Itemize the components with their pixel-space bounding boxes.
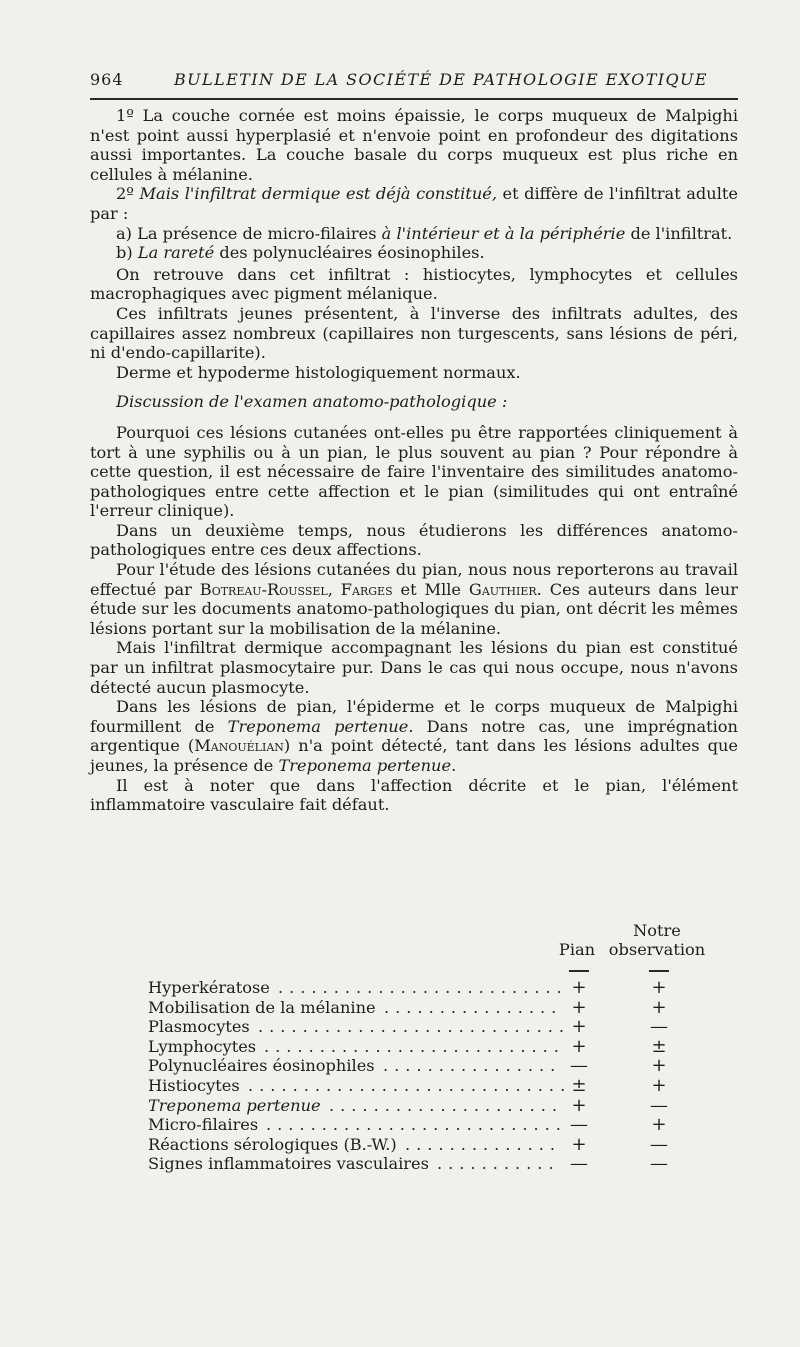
paragraph-8: Pourquoi ces lésions cutanées ont-elles pu être rapportées cliniquement à tort à une syphilis ou à un pian, le plus souvent au pian ? Pour répondre à cette question, il est nécessaire de faire l'inventaire des similitudes anatomo-pathologiques entre cette affection et le pian (similitudes qui ont entraîné l'erreur clinique).: [90, 422, 738, 521]
paragraph-10-sep1: ,: [327, 579, 333, 599]
column-header-notre-observation: [602, 921, 712, 959]
paragraph-11: Mais l'infiltrat dermique accompagnant les lésions du pian est constitué par un infiltrat plasmocytaire pur. Dans le cas qui nous occupe, nous n'avons détecté aucun plasmocyte.: [90, 638, 738, 697]
table-row: [148, 978, 738, 998]
leader-dots: ................: [384, 997, 563, 1017]
leader-dots: ................: [383, 1056, 562, 1076]
comparison-table: [148, 918, 738, 1174]
value-pian: —: [570, 1153, 588, 1175]
leader-dots: ............................: [258, 1017, 571, 1037]
value-notre: +: [651, 996, 667, 1018]
leader-dots: .............................: [248, 1075, 572, 1095]
row-label: Treponema pertenue: [148, 1095, 321, 1115]
header-dash-pian: [569, 970, 589, 972]
paragraph-2-emphasis: Mais l'infiltrat dermique est déjà constitué,: [139, 184, 497, 204]
leader-dots: .....................: [329, 1095, 564, 1115]
paragraph-3-emphasis: à l'intérieur et à la périphérie: [381, 223, 626, 243]
running-title: BULLETIN DE LA SOCIÉTÉ DE PATHOLOGIE EXOTIQUE: [174, 70, 708, 89]
paragraph-3: [90, 224, 738, 244]
row-label: Hyperkératose: [148, 978, 270, 997]
row-label: Plasmocytes: [148, 1017, 250, 1037]
column-header-pian: Pian: [558, 940, 596, 959]
paragraph-2-rest: et diffère de l'infiltrat adulte par :: [90, 184, 738, 223]
paragraph-4: [90, 243, 738, 263]
page-number: 964: [90, 70, 124, 89]
table-row: [148, 1076, 738, 1096]
paragraph-2-number: 2º: [116, 184, 134, 204]
author-manouelian: Manouélian: [194, 736, 284, 756]
value-pian: —: [570, 1114, 588, 1136]
paragraph-12-treponema-2: Treponema pertenue: [278, 756, 452, 775]
paragraph-4-emphasis: La rareté: [137, 243, 215, 263]
column-header-notre-line2: observation: [608, 940, 706, 959]
author-farges: Farges: [340, 579, 393, 599]
table-row: [148, 1017, 738, 1037]
paragraph-10-rest: . Ces auteurs dans leur étude sur les documents anatomo-pathologiques du pian, ont décrit les mêmes lésions portant sur la mobilisation de la mélanine.: [90, 579, 738, 638]
paragraph-4-pre: b): [116, 243, 133, 263]
author-botreau-roussel: Botreau-Roussel: [199, 579, 328, 599]
page-header: [90, 70, 738, 89]
value-notre: —: [650, 1153, 668, 1175]
value-pian: —: [570, 1055, 588, 1077]
table-row: [148, 998, 738, 1018]
table-row: [148, 1154, 738, 1174]
row-label: Polynucléaires éosinophiles: [148, 1056, 375, 1076]
value-notre: +: [651, 1074, 667, 1096]
paragraph-2: [90, 184, 738, 223]
table-row: [148, 1115, 738, 1135]
value-notre: ±: [651, 1035, 667, 1057]
header-dash-notre: [649, 970, 669, 972]
row-label: Lymphocytes: [148, 1036, 257, 1056]
header-rule: [90, 98, 738, 100]
row-label: Micro-filaires: [148, 1115, 259, 1135]
row-label: Réactions sérologiques (B.-W.): [148, 1134, 397, 1154]
paragraph-4-rest: des polynucléaires éosinophiles.: [219, 243, 485, 263]
row-label: Histiocytes: [148, 1075, 240, 1095]
header-dashes: [148, 962, 738, 978]
author-gauthier: Gauthier: [468, 579, 537, 599]
value-notre: —: [650, 1094, 668, 1116]
leader-dots: ...........................: [266, 1115, 567, 1135]
leader-dots: ...........: [437, 1154, 560, 1174]
value-pian: +: [571, 1035, 587, 1057]
leader-dots: ..........................: [278, 978, 568, 997]
value-notre: +: [651, 1114, 667, 1136]
paragraph-12-pre: Dans les lésions de pian, l'épiderme et le corps muqueux de Malpighi fourmillent de: [90, 697, 738, 736]
leader-dots: ..............: [405, 1134, 562, 1154]
paragraph-3-pre: a) La présence de micro-filaires: [116, 223, 377, 243]
table-row: [148, 1135, 738, 1155]
value-notre: +: [651, 977, 667, 998]
value-pian: +: [571, 1016, 587, 1038]
table-row: [148, 1056, 738, 1076]
paragraph-12-mid: . Dans notre cas, une imprégnation argentique (: [90, 716, 738, 756]
value-pian: +: [571, 977, 587, 998]
paragraph-10: [90, 560, 738, 638]
paragraph-5: On retrouve dans cet infiltrat : histiocytes, lymphocytes et cellules macrophagiques avec pigment mélanique.: [90, 264, 738, 304]
paragraph-12-mid2: ) n'a point détecté, tant dans les lésions adultes que jeunes, la présence de: [90, 736, 738, 775]
table-rows: [148, 978, 738, 1174]
article-body: [90, 106, 738, 815]
paragraph-10-sep2: et Mlle: [400, 579, 462, 599]
paragraph-12-treponema-1: Treponema pertenue: [227, 716, 409, 736]
leader-dots: ...........................: [264, 1036, 565, 1056]
paragraph-13: Il est à noter que dans l'affection décrite et le pian, l'élément inflammatoire vasculaire fait défaut.: [90, 775, 738, 815]
table-row: [148, 1096, 738, 1116]
paragraph-6: Ces infiltrats jeunes présentent, à l'inverse des infiltrats adultes, des capillaires assez nombreux (capillaires non turgescents, sans lésions de péri, ni d'endo-capillarite).: [90, 303, 738, 363]
paragraph-7: Derme et hypoderme histologiquement normaux.: [116, 362, 521, 382]
table-header: [148, 918, 738, 962]
value-pian: +: [571, 996, 587, 1018]
value-pian: +: [571, 1133, 587, 1155]
value-pian: ±: [571, 1074, 587, 1096]
paragraph-10-pre: Pour l'étude des lésions cutanées du pian, nous nous reporterons au travail effectué par: [90, 560, 738, 599]
value-notre: +: [651, 1055, 667, 1077]
row-label: Mobilisation de la mélanine: [148, 997, 376, 1017]
section-title: Discussion de l'examen anatomo-pathologique :: [116, 392, 508, 412]
paragraph-12-end: .: [451, 756, 457, 775]
paragraph-1: 1º La couche cornée est moins épaissie, le corps muqueux de Malpighi n'est point aussi hyperplasié et n'envoie point en profondeur des digitations aussi importantes. La couche basale du corps muqueux est plus riche en cellules à mélanine.: [90, 106, 738, 184]
paragraph-12: [90, 697, 738, 775]
paragraph-9: Dans un deuxième temps, nous étudierons les différences anatomo-pathologiques entre ces deux affections.: [90, 520, 738, 560]
value-pian: +: [571, 1094, 587, 1116]
row-label: Signes inflammatoires vasculaires: [148, 1154, 429, 1174]
value-notre: —: [650, 1133, 668, 1155]
value-notre: —: [650, 1016, 668, 1038]
column-header-notre-line1: Notre: [633, 921, 681, 940]
table-row: [148, 1037, 738, 1057]
paragraph-3-rest: de l'infiltrat.: [630, 223, 733, 243]
